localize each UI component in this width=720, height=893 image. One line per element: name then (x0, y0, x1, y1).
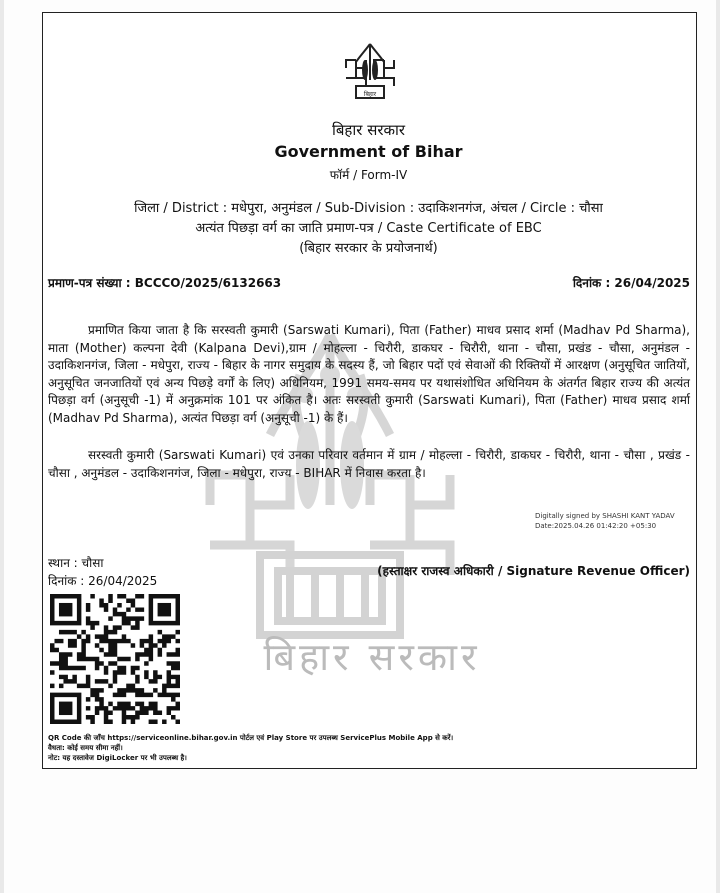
qr-code[interactable] (50, 594, 180, 724)
footer-date: दिनांक : 26/04/2025 (48, 574, 158, 588)
certificate-paragraph-2: सरस्वती कुमारी (Sarswati Kumari) एवं उनका परिवार वर्तमान में ग्राम / मोहल्ला - चिरौरी, डाकघर - चिरौरी, थाना - चौसा , प्रखंड - चौसा , अनुमंडल - उदाकिशनगंज, जिला - मधेपुरा, राज्य - BIHAR में निवास करता है। (48, 448, 690, 480)
place-label: स्थान : चौसा (48, 556, 104, 570)
signature-officer-label: (हस्ताक्षर राजस्व अधिकारी / Signature Revenue Officer) (377, 564, 690, 578)
digilocker-note: नोट: यह दस्तावेज DigiLocker पर भी उपलब्ध है। (48, 754, 187, 762)
qr-verification-note: QR Code की जाँच https://serviceonline.bihar.gov.in पोर्टल एवं Play Store पर उपलब्ध ServicePlus Mobile App से करें। (48, 734, 454, 742)
certificate-date: दिनांक : 26/04/2025 (572, 276, 690, 290)
certificate-number: प्रमाण-पत्र संख्या : BCCCO/2025/6132663 (48, 276, 282, 290)
header-certificate-type: अत्यंत पिछड़ा वर्ग का जाति प्रमाण-पत्र / Caste Certificate of EBC (195, 221, 542, 236)
header-government-of-bihar: Government of Bihar (274, 142, 463, 161)
digital-signature-signer: Digitally signed by SHASHI KANT YADAV (535, 512, 675, 520)
emblem-caption: बिहार (363, 91, 377, 98)
watermark-text: बिहार सरकार (263, 635, 481, 679)
header-district-line: जिला / District : मधेपुरा, अनुमंडल / Sub-Division : उदाकिशनगंज, अंचल / Circle : चौसा (134, 201, 603, 216)
header-purpose: (बिहार सरकार के प्रयोजनार्थ) (299, 241, 438, 256)
digital-signature (535, 511, 675, 531)
header-form: फॉर्म / Form-IV (329, 168, 408, 182)
digital-signature-date: Date:2025.04.26 01:42:20 +05:30 (535, 522, 657, 530)
certificate-paragraph-1: प्रमाणित किया जाता है कि सरस्वती कुमारी (Sarswati Kumari), पिता (Father) माधव प्रसाद शर्मा (Madhav Pd Sharma), माता (Mother) कल्पना देवी (Kalpana Devi),ग्राम / मोहल्ला - चिरौरी, डाकघर - चिरौरी, थाना - चौसा, प्रखंड - चौसा, अनुमंडल - उदाकिशनगंज, जिला - मधेपुरा, राज्य - बिहार के नागर समुदाय के सदस्य हैं, जो बिहार पदों एवं सेवाओं की रिक्तियों में आरक्षण (अनुसूचित जातियों, अनुसूचित जनजातियों एवं अन्य पिछड़े वर्गों के लिए) अधिनियम, 1991 समय-समय पर यथासंशोधित अधिनियम के अंतर्गत बिहार राज्य की अत्यंत पिछड़ा वर्ग (अनुसूची -1) में अनुक्रमांक 101 पर अंकित है। अतः सरस्वती कुमारी (Sarswati Kumari), पिता (Father) माधव प्रसाद शर्मा (Madhav Pd Sharma), अत्यंत पिछड़ा वर्ग (अनुसूची -1) के हैं। (48, 323, 690, 425)
validity-note: वैधता: कोई समय सीमा नहीं। (48, 744, 123, 752)
bihar-emblem-icon (342, 40, 398, 102)
header-bihar-sarkar: बिहार सरकार (331, 121, 406, 139)
